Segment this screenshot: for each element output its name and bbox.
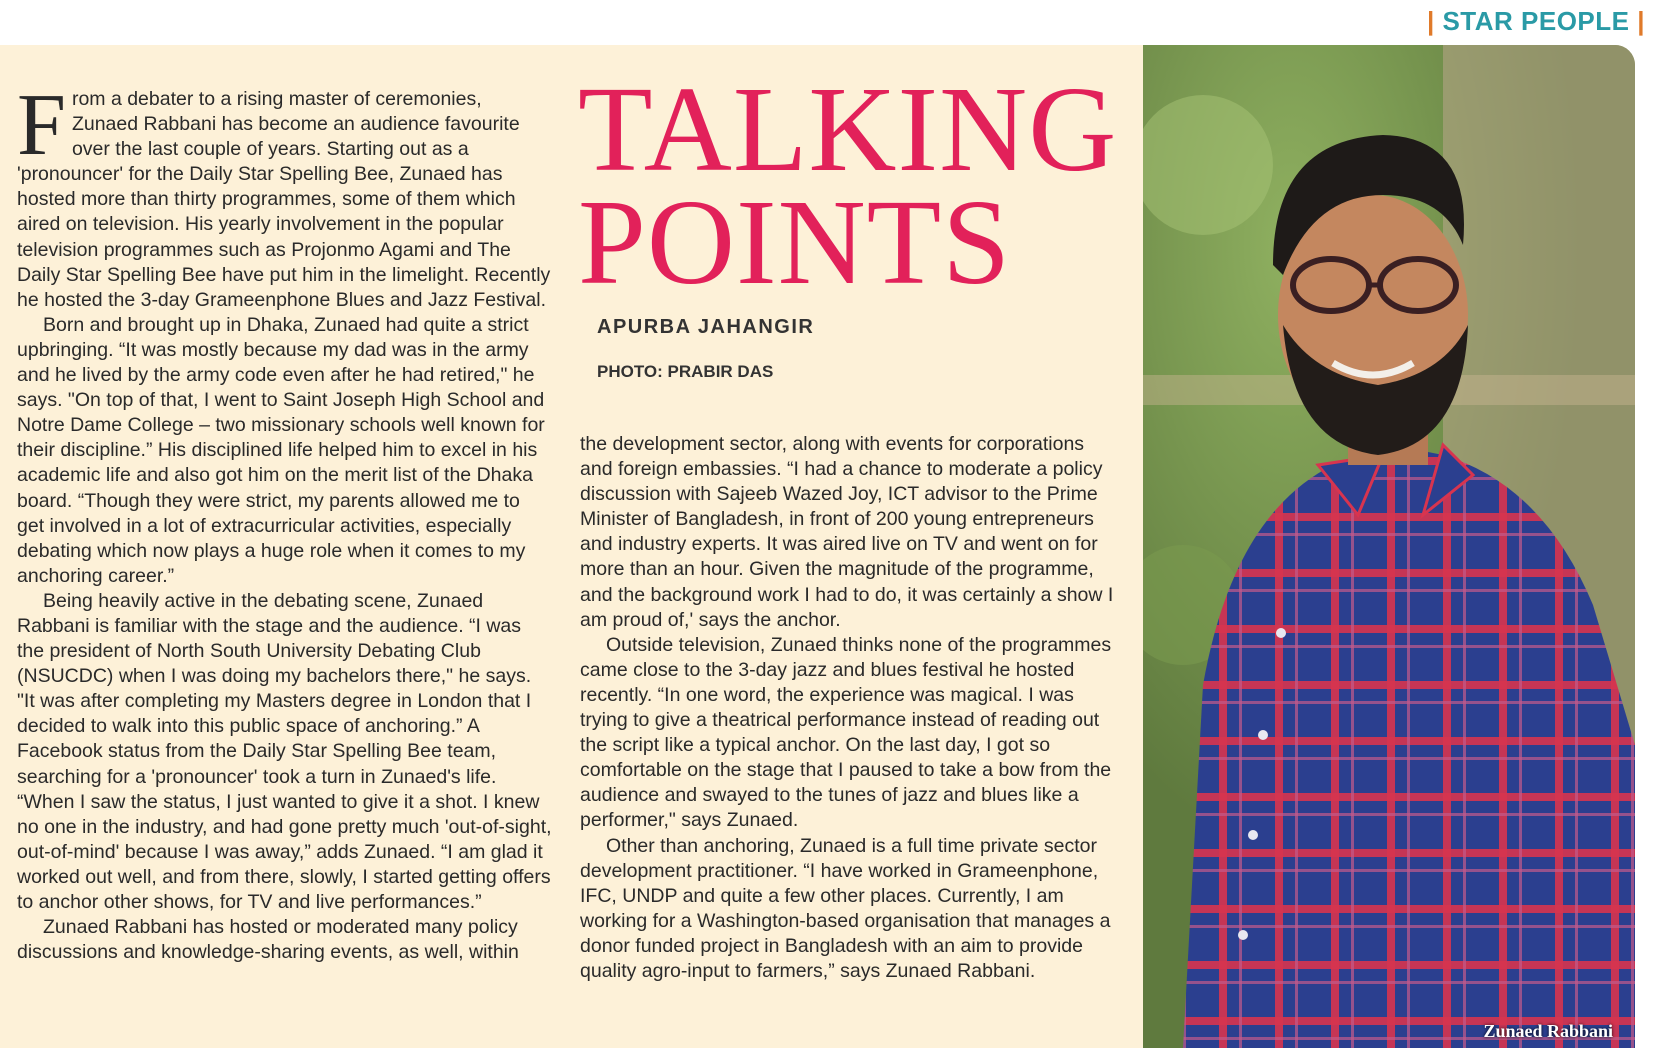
headline-line-2: POINTS <box>578 175 1012 310</box>
paragraph: Zunaed Rabbani has hosted or moderated many policy discussions and knowledge-sharing events, as well, within <box>17 916 519 964</box>
article-column-2 <box>580 432 1120 984</box>
headline <box>578 62 1118 310</box>
article-column-1 <box>17 77 552 965</box>
paragraph: Being heavily active in the debating scene, Zunaed Rabbani is familiar with the stage and the audience. “I was the president of North South University Debating Club (NSUCDC) when I was doing my bachelors there," he says. "It was after completing my Masters degree in London that I decided to walk into this public space of anchoring.” A Facebook status from the Daily Star Spelling Bee team, searching for a 'pronouncer' took a turn in Zunaed's life. “When I saw the status, I just wanted to give it a shot. I knew no one in the industry, and had gone pretty much 'out-of-sight, out-of-mind' because I was away,” adds Zunaed. “I am glad it worked out well, and from there, slowly, I started getting offers to anchor other shows, for TV and live performances.” <box>17 589 552 913</box>
paragraph: the development sector, along with events for corporations and foreign embassies. “I had a chance to moderate a policy discussion with Sajeeb Wazed Joy, ICT advisor to the Prime Minister of Bangladesh, in front of 200 young entrepreneurs and industry experts. It was aired live on TV and went on for more than an hour. Given the magnitude of the programme, and the background work I had to do, it was certainly a show I am proud of,' says the anchor. <box>580 433 1114 631</box>
portrait-illustration <box>1143 45 1635 1048</box>
section-tag: | STAR PEOPLE | <box>1426 6 1645 36</box>
paragraph: Other than anchoring, Zunaed is a full time private sector development practitioner. “I have worked in Grameenphone, IFC, UNDP and quite a few other places. Currently, I am working for a Washington-based organisation that manages a donor funded project in Bangladesh with an aim to provide quality agro-input to farmers,” says Zunaed Rabbani. <box>580 834 1111 982</box>
byline: APURBA JAHANGIR <box>597 316 815 338</box>
article-panel <box>0 45 1635 1048</box>
portrait-photo <box>1143 45 1635 1048</box>
headline-line-1: TALKING <box>578 62 1118 197</box>
photo-credit: PHOTO: PRABIR DAS <box>597 362 774 381</box>
paragraph: Outside television, Zunaed thinks none of the programmes came close to the 3-day jazz and blues festival he hosted recently. “In one word, the experience was magical. I was trying to give a theatrical performance instead of reading out the script like a typical anchor. On the last day, I got so comfortable on the stage that I paused to take a bow from the audience and swayed to the tunes of jazz and blues like a performer," says Zunaed. <box>580 633 1112 832</box>
photo-caption: Zunaed Rabbani <box>1483 1021 1613 1041</box>
paragraph: From a debater to a rising master of ceremonies, Zunaed Rabbani has become an audience favourite over the last couple of years. Starting out as a 'pronouncer' for the Daily Star Spelling Bee, Zunaed has hosted more than thirty programmes, some of them which aired on television. His yearly involvement in the popular television programmes such as Projonmo Agami and The Daily Star Spelling Bee have put him in the limelight. Recently he hosted the 3-day Grameenphone Blues and Jazz Festival. <box>17 77 551 311</box>
section-tag-label: STAR PEOPLE <box>1442 6 1630 36</box>
drop-cap: F <box>17 77 66 174</box>
paragraph: Born and brought up in Dhaka, Zunaed had quite a strict upbringing. “It was mostly because my dad was in the army and he lived by the army code even after he had retired," he says. "On top of that, I went to Saint Joseph High School and Notre Dame College – two missionary schools well known for their discipline.” His disciplined life helped him to excel in his academic life and also got him on the merit list of the Dhaka board. “Though they were strict, my parents allowed me to get involved in a lot of extracurricular activities, especially debating which now plays a huge role when it comes to my anchoring career.” <box>17 313 545 587</box>
